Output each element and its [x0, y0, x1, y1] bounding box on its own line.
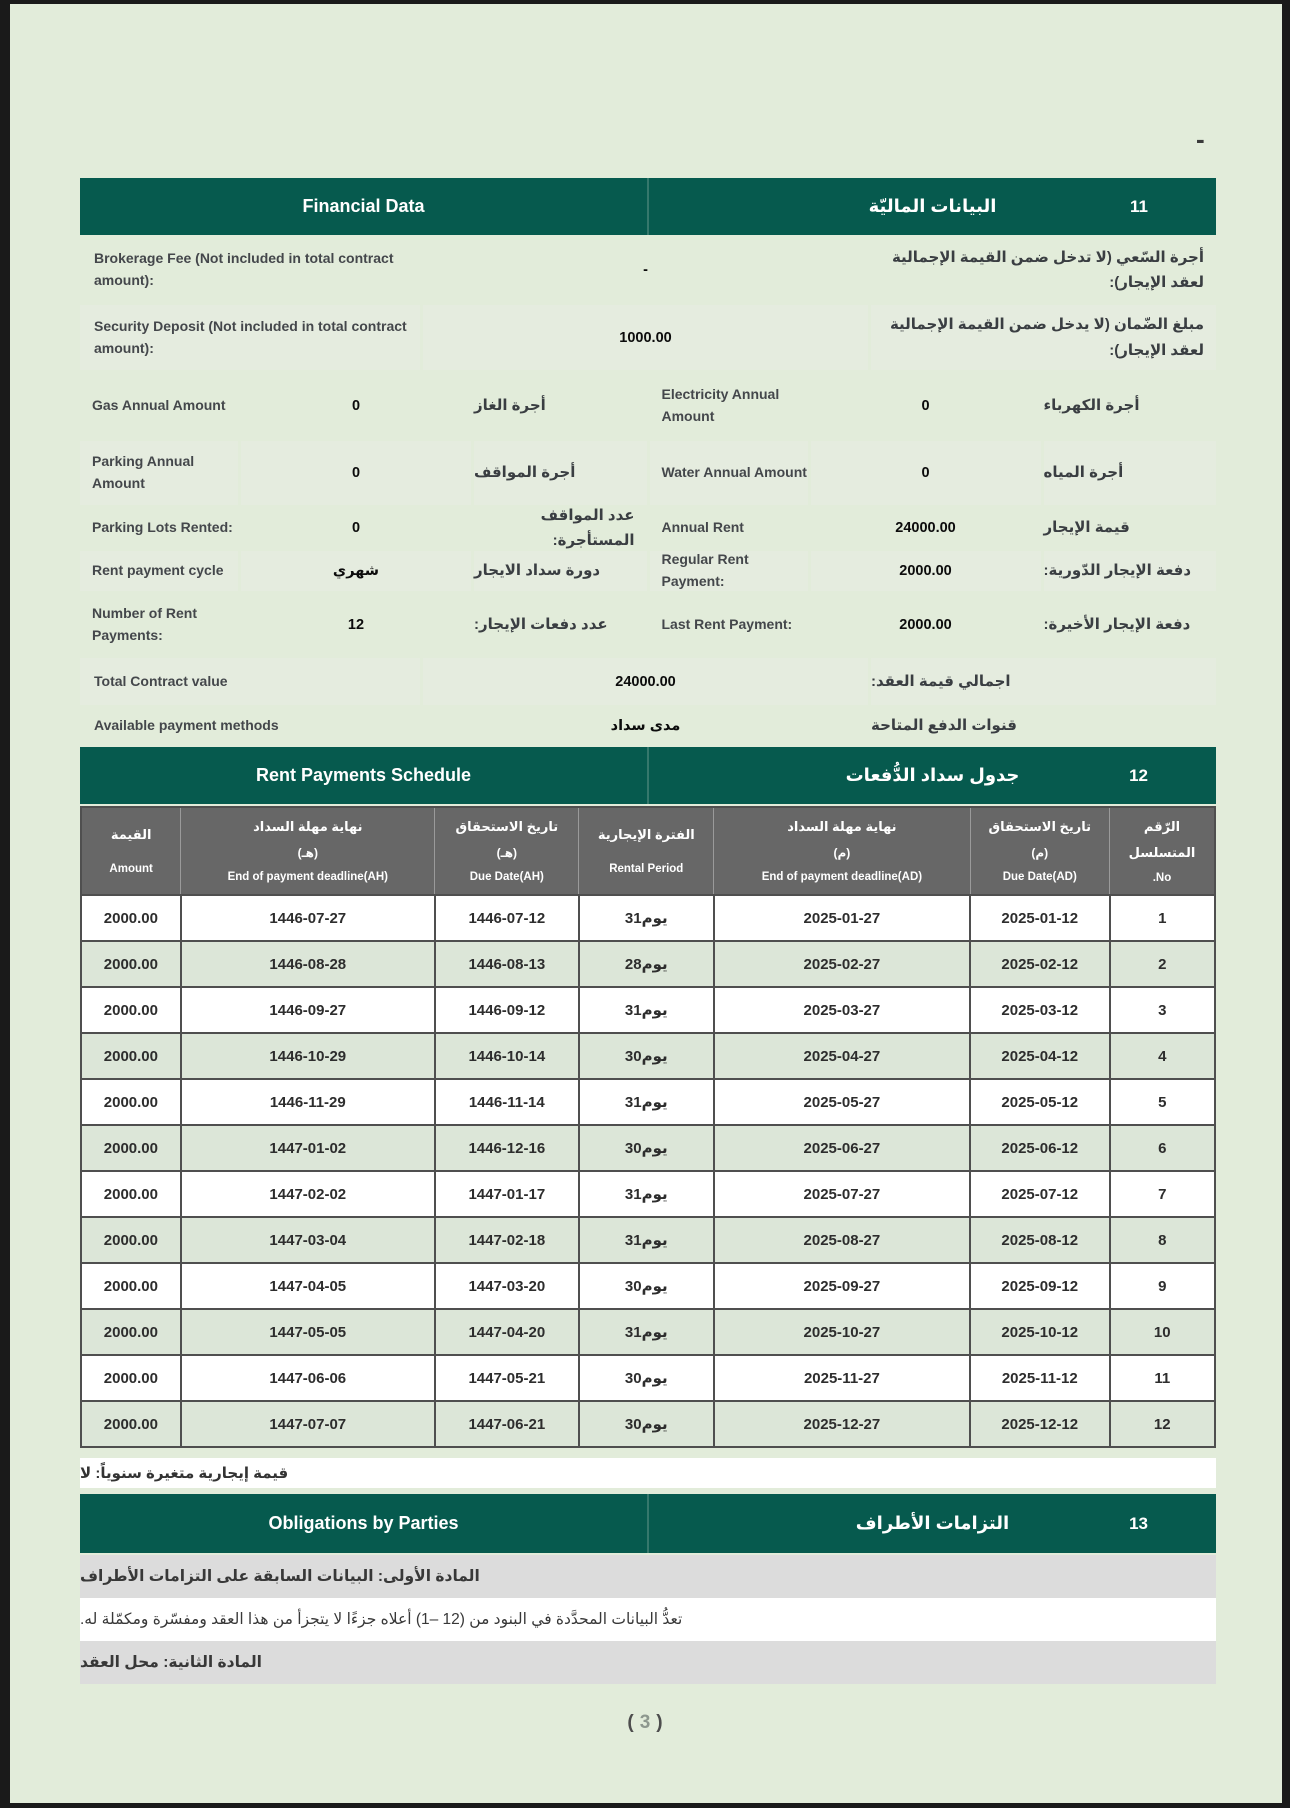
- page-number-value: 3: [639, 1712, 653, 1733]
- payment-row-6: 2000.00 1447-01-02 1446-12-16 30يوم 2025-06-27 2025-06-12 6: [81, 1125, 1215, 1171]
- payment-row-10: 2000.00 1447-05-05 1447-04-20 31يوم 2025-10-27 2025-10-12 10: [81, 1309, 1215, 1355]
- schedule-title-en: Rent Payments Schedule: [80, 747, 649, 804]
- payment-row-3: 2000.00 1446-09-27 1446-09-12 31يوم 2025-03-27 2025-03-12 3: [81, 987, 1215, 1033]
- parking-lots-label-en: Parking Lots Rented:: [92, 519, 233, 536]
- payment-row-7: 2000.00 1447-02-02 1447-01-17 31يوم 2025-07-27 2025-07-12 7: [81, 1171, 1215, 1217]
- payment-row-11: 2000.00 1447-06-06 1447-05-21 30يوم 2025-11-27 2025-11-12 11: [81, 1355, 1215, 1401]
- page-number-paren-open: (: [627, 1712, 636, 1733]
- col-header-end-ad: [714, 807, 970, 895]
- obligations-title-ar: التزامات الأطراف: [855, 1513, 1010, 1533]
- row-brokerage-fee: [80, 237, 1216, 303]
- end-ad-header-ar: نهاية مهلة السداد: [787, 819, 897, 834]
- water-value: 0: [811, 441, 1041, 505]
- row-numpayments-lastpayment: [80, 593, 1216, 656]
- serial-header-ar1: الرّقم: [1143, 818, 1181, 834]
- water-label-ar: أجرة المياه: [1044, 441, 1217, 505]
- serial-header-ar2: المتسلسل: [1128, 845, 1196, 860]
- cycle-value: شهري: [241, 551, 471, 591]
- total-value: 24000.00: [423, 658, 868, 705]
- brokerage-label-ar: أجرة السّعي (لا تدخل ضمن القيمة الإجمالية لعقد الإيجار):: [891, 248, 1204, 291]
- col-header-amount: [81, 807, 181, 895]
- end-ad-header-sub: (م): [833, 846, 851, 860]
- water-half: [650, 441, 1217, 505]
- gas-half: [80, 372, 647, 439]
- cycle-label-ar: دورة سداد الايجار: [474, 551, 647, 591]
- obligations-title-en: Obligations by Parties: [80, 1494, 649, 1553]
- annual-rent-half: [650, 507, 1217, 549]
- row-payment-methods: [80, 707, 1216, 745]
- num-payments-half: [80, 593, 647, 656]
- obligations-article-2: المادة الثانية: محل العقد: [80, 1641, 1216, 1684]
- period-header-en: Rental Period: [609, 862, 684, 875]
- serial-header-en: .No: [1152, 871, 1172, 884]
- payments-schedule-table: [80, 806, 1216, 1448]
- col-header-due-ah: [435, 807, 579, 895]
- total-label-en: Total Contract value: [80, 658, 420, 705]
- annual-rent-label-en: Annual Rent: [661, 519, 744, 536]
- row-security-deposit: [80, 305, 1216, 370]
- electricity-value: 0: [921, 397, 930, 414]
- due-ah-header-ar: تاريخ الاستحقاق: [455, 819, 559, 834]
- variable-rent-note: قيمة إيجارية متغيرة سنوياً: لا: [80, 1458, 1216, 1488]
- methods-value: مدى سداد: [610, 718, 681, 734]
- financial-title-en: Financial Data: [80, 178, 649, 235]
- row-parking-water: [80, 441, 1216, 505]
- col-header-period: [579, 807, 714, 895]
- schedule-section-header: [80, 747, 1216, 804]
- row-gas-electricity: [80, 372, 1216, 439]
- financial-section-number: 11: [1130, 196, 1148, 216]
- parking-label-en: Parking Annual Amount: [80, 441, 238, 505]
- page-content: [80, 178, 1216, 1684]
- total-label-ar: اجمالي قيمة العقد:: [871, 658, 1216, 705]
- last-payment-label-ar: دفعة الإيجار الأخيرة:: [1043, 615, 1191, 633]
- electricity-half: [650, 372, 1217, 439]
- due-ad-header-ar: تاريخ الاستحقاق: [988, 819, 1092, 834]
- payment-row-9: 2000.00 1447-04-05 1447-03-20 30يوم 2025-09-27 2025-09-12 9: [81, 1263, 1215, 1309]
- methods-label-ar: قنوات الدفع المتاحة: [871, 717, 1017, 735]
- cycle-label-en: Rent payment cycle: [80, 551, 238, 591]
- amount-header-ar: القيمة: [110, 827, 152, 843]
- page-number-paren-close: ): [656, 1712, 665, 1733]
- obligations-section-header: [80, 1494, 1216, 1553]
- last-payment-half: [650, 593, 1217, 656]
- obligations-clause-text: تعدُّ البيانات المحدَّدة في البنود من (‪1– 12‬) أعلاه جزءًا لا يتجزأ من هذا العقد ومفسّرة ومكمّلة له.: [80, 1598, 1216, 1641]
- obligations-article-1: المادة الأولى: البيانات السابقة على التزامات الأطراف: [80, 1555, 1216, 1598]
- amount-header-en: Amount: [109, 862, 153, 875]
- due-ad-header-en: Due Date(AD): [1002, 871, 1077, 883]
- end-ad-header-en: End of payment deadline(AD): [761, 871, 923, 883]
- end-ah-header-en: End of payment deadline(AH): [227, 871, 388, 883]
- end-ah-header-ar: نهاية مهلة السداد: [253, 819, 363, 834]
- financial-header-right: [649, 178, 1216, 235]
- water-label-en: Water Annual Amount: [650, 441, 808, 505]
- methods-label-en: Available payment methods: [94, 717, 279, 734]
- num-payments-value: 12: [347, 616, 365, 633]
- stray-dash-mark: -: [1196, 124, 1205, 154]
- num-payments-label-en: Number of Rent Payments:: [92, 604, 197, 643]
- row-cycle-regular: [80, 551, 1216, 591]
- schedule-header-right: [649, 747, 1216, 804]
- brokerage-value: -: [643, 262, 648, 278]
- obligations-header-right: [649, 1494, 1216, 1553]
- gas-value: 0: [351, 397, 361, 414]
- col-header-serial-no: [1110, 807, 1216, 895]
- payment-row-5: 2000.00 1446-11-29 1446-11-14 31يوم 2025-05-27 2025-05-12 5: [81, 1079, 1215, 1125]
- parking-lots-value: 0: [351, 520, 361, 536]
- payment-row-2: 2000.00 1446-08-28 1446-08-13 28يوم 2025-02-27 2025-02-12 2: [81, 941, 1215, 987]
- contract-page: [10, 4, 1282, 1803]
- period-header-ar: الفترة الإيجارية: [597, 827, 695, 843]
- brokerage-label-en: Brokerage Fee (Not included in total contract amount):: [94, 250, 394, 288]
- due-ah-header-sub: (هـ): [496, 846, 518, 860]
- page-number: [10, 1712, 1282, 1734]
- financial-title-ar: البيانات الماليّة: [868, 196, 997, 216]
- schedule-header-row: [81, 807, 1215, 895]
- col-header-due-ad: [970, 807, 1109, 895]
- parking-value: 0: [241, 441, 471, 505]
- gas-label-en: Gas Annual Amount: [92, 396, 226, 413]
- payment-row-4: 2000.00 1446-10-29 1446-10-14 30يوم 2025-04-27 2025-04-12 4: [81, 1033, 1215, 1079]
- payment-row-12: 2000.00 1447-07-07 1447-06-21 30يوم 2025-12-27 2025-12-12 12: [81, 1401, 1215, 1447]
- electricity-label-ar: أجرة الكهرباء: [1043, 396, 1140, 414]
- regular-payment-value: 2000.00: [811, 551, 1041, 591]
- schedule-section-number: 12: [1129, 765, 1148, 785]
- num-payments-label-ar: عدد دفعات الإيجار:: [474, 615, 608, 633]
- annual-rent-value: 24000.00: [895, 520, 956, 536]
- end-ah-header-sub: (هـ): [297, 846, 318, 860]
- parking-lots-label-ar: عدد المواقف المستأجرة:: [540, 506, 635, 549]
- row-total-contract-value: [80, 658, 1216, 705]
- regular-payment-label-ar: دفعة الإيجار الدّورية:: [1044, 551, 1217, 591]
- gas-label-ar: أجرة الغاز: [474, 396, 546, 414]
- parking-lots-half: [80, 507, 647, 549]
- payment-row-8: 2000.00 1447-03-04 1447-02-18 31يوم 2025-08-27 2025-08-12 8: [81, 1217, 1215, 1263]
- parking-half: [80, 441, 647, 505]
- obligations-section-number: 13: [1129, 1513, 1148, 1533]
- deposit-label-ar: مبلغ الضّمان (لا يدخل ضمن القيمة الإجمالية لعقد الإيجار):: [871, 305, 1216, 370]
- annual-rent-label-ar: قيمة الإيجار: [1043, 519, 1130, 537]
- deposit-value: 1000.00: [423, 305, 868, 370]
- row-parkinglots-annualrent: [80, 507, 1216, 549]
- regular-payment-label-en: Regular Rent Payment:: [650, 551, 808, 591]
- electricity-label-en: Electricity Annual Amount: [661, 385, 780, 424]
- deposit-label-en: Security Deposit (Not included in total contract amount):: [80, 305, 420, 370]
- due-ad-header-sub: (م): [1031, 846, 1049, 860]
- parking-label-ar: أجرة المواقف: [474, 441, 647, 505]
- last-payment-label-en: Last Rent Payment:: [661, 615, 793, 632]
- schedule-title-ar: جدول سداد الدُّفعات: [845, 765, 1020, 785]
- cycle-half: [80, 551, 647, 591]
- last-payment-value: 2000.00: [899, 616, 952, 633]
- due-ah-header-en: Due Date(AH): [469, 871, 544, 883]
- payment-row-1: 2000.00 1446-07-27 1446-07-12 31يوم 2025-01-27 2025-01-12 1: [81, 895, 1215, 941]
- regular-payment-half: [650, 551, 1217, 591]
- col-header-end-ah: [181, 807, 435, 895]
- financial-section-header: [80, 178, 1216, 235]
